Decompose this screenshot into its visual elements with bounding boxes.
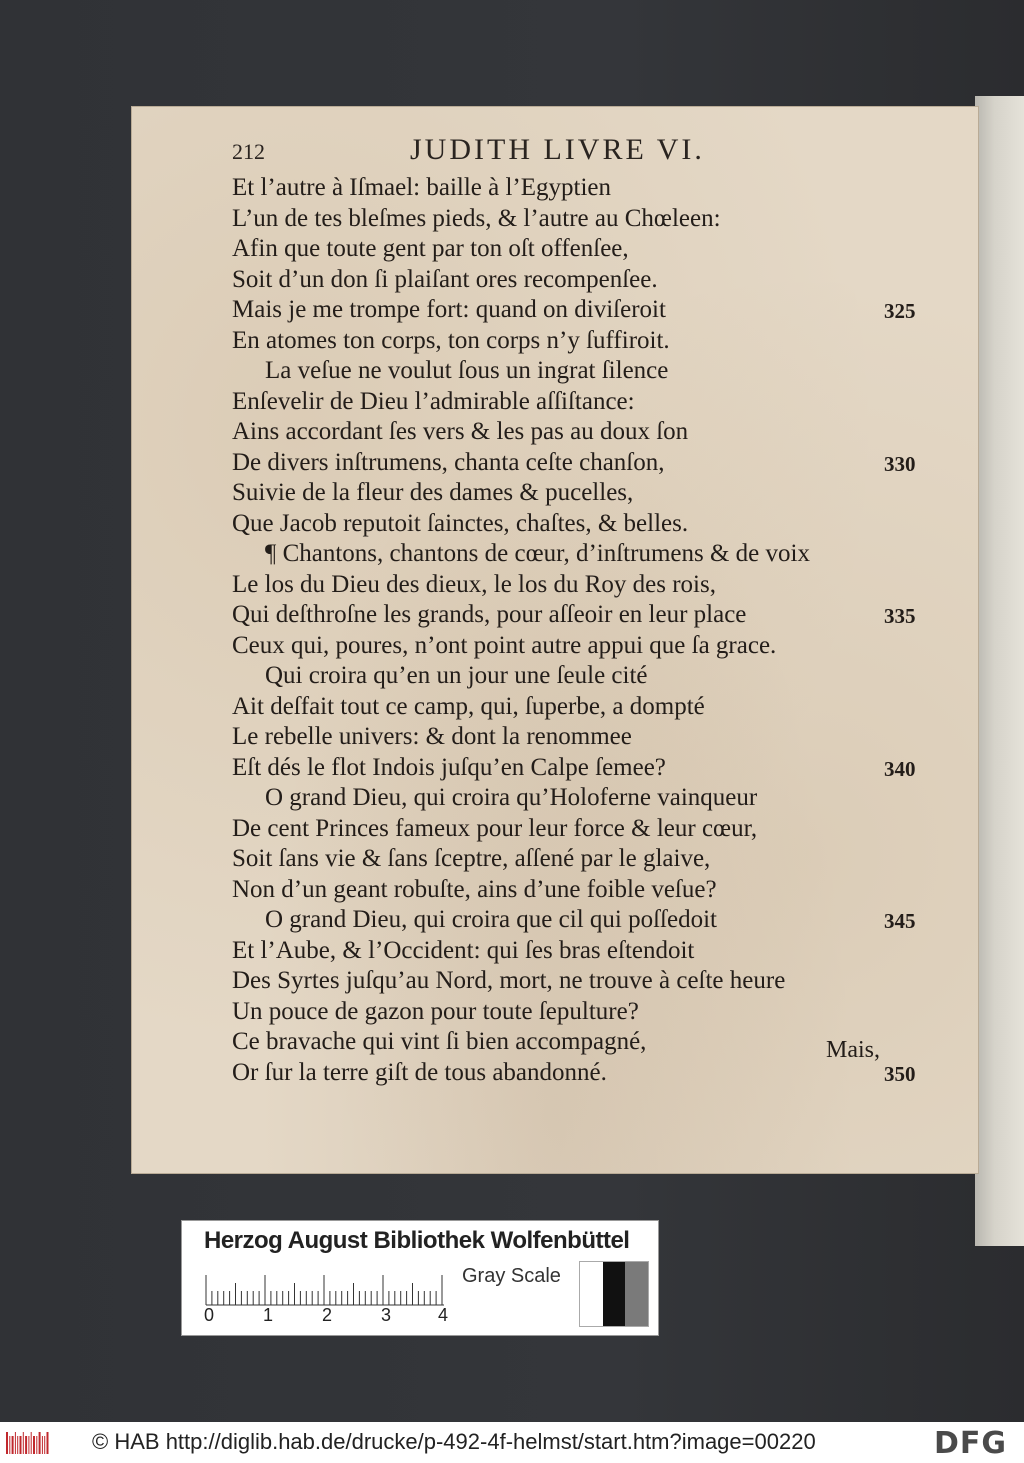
verse-line: Soit ſans vie & ſans ſceptre, aſſené par le glaive, xyxy=(232,845,711,872)
barcode-bar xyxy=(25,1436,27,1454)
dfg-logo[interactable]: DFG xyxy=(934,1426,1008,1461)
barcode-bar xyxy=(31,1432,32,1454)
barcode-bar xyxy=(42,1436,43,1454)
verse-line: ¶ Chantons, chantons de cœur, d’inſtrumens & de voix xyxy=(265,540,810,567)
page-number: 212 xyxy=(232,139,265,164)
verse-line: La veſue ne voulut ſous un ingrat ſilence xyxy=(265,357,669,384)
verse-line: Ait deſfait tout ce camp, qui, ſuperbe, a dompté xyxy=(232,692,705,720)
barcode-bar xyxy=(36,1436,37,1454)
verse-line: Le rebelle univers: & dont la renommee xyxy=(232,723,632,750)
barcode-bar xyxy=(44,1436,45,1454)
verse-line: Afin que toute gent par ton oſt offenſee, xyxy=(232,235,629,262)
verse-line: Eſt dés le flot Indois juſqu’en Calpe ſemee? xyxy=(232,753,666,781)
verse-line: Mais je me trompe fort: quand on diviſeroit xyxy=(232,296,666,323)
gray-scale-label: Gray Scale xyxy=(462,1265,561,1287)
verse-line: En atomes ton corps, ton corps n’y ſuffiroit. xyxy=(232,326,670,354)
verse-line: Or ſur la terre giſt de tous abandonné. xyxy=(232,1058,607,1086)
barcode-bar xyxy=(23,1432,24,1454)
gray-scale-swatches xyxy=(579,1261,649,1327)
line-number: 345 xyxy=(884,909,916,933)
running-head xyxy=(232,131,932,171)
line-number: 340 xyxy=(884,756,916,781)
barcode-bar xyxy=(28,1436,29,1454)
verse-line: Un pouce de gazon pour toute ſepulture? xyxy=(232,997,639,1025)
scale-number: 4 xyxy=(438,1305,449,1325)
verse-line: L’un de tes bleſmes pieds, & l’autre au Chœleen: xyxy=(232,204,721,232)
verse-line: O grand Dieu, qui croira que cil qui poſſedoit xyxy=(265,906,717,933)
poem-text xyxy=(232,173,882,1088)
verse-line: Le los du Dieu des dieux, le los du Roy des rois, xyxy=(232,570,716,598)
source-url-link[interactable]: http://diglib.hab.de/drucke/p-492-4f-helmst/start.htm?image=00220 xyxy=(165,1429,816,1454)
footer-credit xyxy=(92,1429,816,1455)
verse-line: Qui croira qu’en un jour une ſeule cité xyxy=(265,662,648,689)
line-number: 335 xyxy=(884,604,916,628)
barcode-bar xyxy=(39,1432,41,1454)
barcode-bar xyxy=(15,1432,16,1454)
scale-numbers xyxy=(204,1305,464,1331)
scale-number: 3 xyxy=(381,1305,392,1325)
line-number: 330 xyxy=(884,451,916,476)
color-ruler-card xyxy=(181,1220,659,1336)
barcode-bar xyxy=(33,1436,35,1454)
verse-line: De cent Princes fameux pour leur force & leur cœur, xyxy=(232,814,758,842)
barcode-bar xyxy=(17,1436,18,1454)
barcode-bar xyxy=(6,1432,8,1454)
viewer-footer xyxy=(0,1422,1024,1463)
verse-line: Soit d’un don ſi plaiſant ores recompenſee. xyxy=(232,265,658,293)
barcode-logo-icon[interactable] xyxy=(6,1430,50,1456)
verse-line: Ains accordant ſes vers & les pas au doux ſon xyxy=(232,418,689,445)
gray-swatch xyxy=(603,1262,626,1326)
scale-number: 2 xyxy=(322,1305,333,1325)
facing-page-edge xyxy=(975,96,1024,1246)
verse-line: Des Syrtes juſqu’au Nord, mort, ne trouve à ceſte heure xyxy=(232,967,786,994)
barcode-bar xyxy=(47,1432,49,1454)
scale-number: 1 xyxy=(263,1305,274,1325)
verse-line: Non d’un geant robuſte, ains d’une foible veſue? xyxy=(232,875,717,903)
verse-line: O grand Dieu, qui croira qu’Holoferne vainqueur xyxy=(265,784,758,811)
barcode-bar xyxy=(20,1436,22,1454)
book-page xyxy=(132,107,978,1173)
line-number: 350 xyxy=(884,1061,916,1086)
barcode-bar xyxy=(12,1436,14,1454)
scale-number: 0 xyxy=(204,1305,215,1325)
verse-line: Ce bravache qui vint ſi bien accompagné, xyxy=(232,1028,647,1055)
verse-line: Ceux qui, poures, n’ont point autre appui que ſa grace. xyxy=(232,631,777,659)
verse-line: Qui deſthroſne les grands, pour aſſeoir en leur place xyxy=(232,601,747,628)
catchword: Mais, xyxy=(826,1037,880,1063)
line-number: 325 xyxy=(884,299,916,323)
gray-swatch xyxy=(580,1262,603,1326)
library-name: Herzog August Bibliothek Wolfenbüttel xyxy=(204,1227,630,1254)
scale-ruler xyxy=(204,1269,450,1309)
running-head-title: JUDITH LIVRE VI. xyxy=(410,133,705,166)
verse-line: Que Jacob reputoit ſainctes, chaſtes, & belles. xyxy=(232,509,689,537)
verse-line: Et l’Aube, & l’Occident: qui ſes bras eſtendoit xyxy=(232,936,695,964)
gray-swatch xyxy=(625,1262,648,1326)
barcode-bar xyxy=(9,1436,10,1454)
verse-line: Et l’autre à Iſmael: baille à l’Egyptien xyxy=(232,174,612,201)
copyright-text: © HAB xyxy=(92,1429,160,1454)
verse-line: Suivie de la fleur des dames & pucelles, xyxy=(232,479,634,506)
verse-line: Enſevelir de Dieu l’admirable aſſiſtance: xyxy=(232,387,635,415)
verse-line: De divers inſtrumens, chanta ceſte chanſon, xyxy=(232,448,665,476)
